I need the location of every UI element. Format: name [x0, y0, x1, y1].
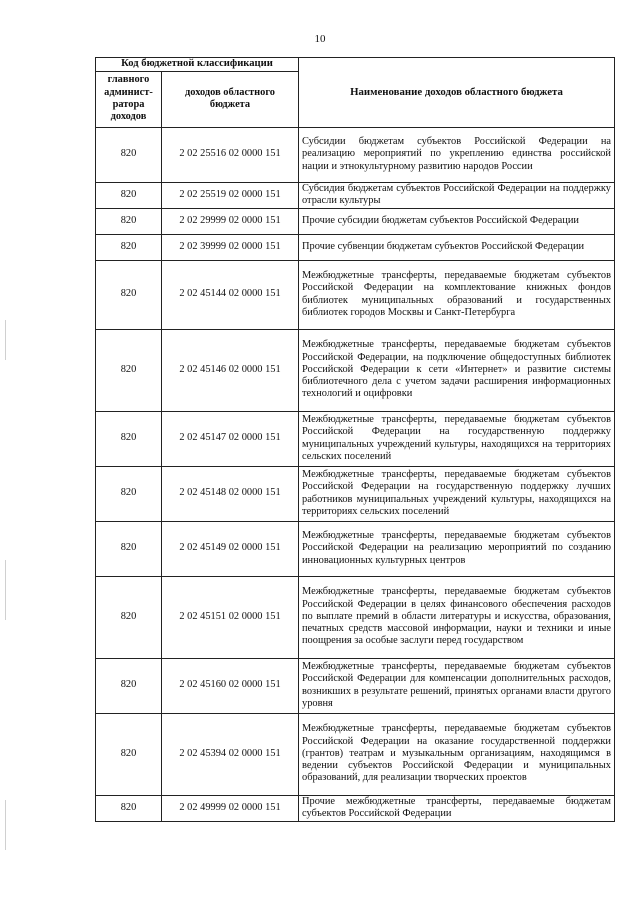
table-row — [96, 411, 615, 466]
header-budget-code-group: Код бюджетной классификации — [96, 58, 299, 72]
income-name-cell: Межбюджетные трансферты, передаваемые бюджетам субъектов Российской Федерации на реализацию мероприятий по созданию инновационных культурных центров — [299, 521, 615, 576]
income-code-cell: 2 02 45147 02 0000 151 — [162, 411, 299, 466]
income-code-cell: 2 02 25516 02 0000 151 — [162, 127, 299, 182]
table-row — [96, 466, 615, 521]
table-row — [96, 576, 615, 658]
admin-code-cell: 820 — [96, 234, 162, 260]
income-name-cell: Субсидия бюджетам субъектов Российской Федерации на поддержку отрасли культуры — [299, 182, 615, 208]
income-name-cell: Межбюджетные трансферты, передаваемые бюджетам субъектов Российской Федерации, на подключение общедоступных библиотек Российской Федерации к сети «Интернет» и развитие системы библиотечного дела с учетом задачи расширения информационных технологий и оцифровки — [299, 329, 615, 411]
table-row — [96, 521, 615, 576]
income-name-cell: Межбюджетные трансферты, передаваемые бюджетам субъектов Российской Федерации на государственную поддержку лучших работников муниципальных учреждений культуры, находящихся на территориях сельских поселений — [299, 466, 615, 521]
income-name-cell: Межбюджетные трансферты, передаваемые бюджетам субъектов Российской Федерации на комплектование книжных фондов библиотек муниципальных образований и государственных библиотек городов Москвы и Санкт-Петербурга — [299, 260, 615, 329]
table-row — [96, 260, 615, 329]
header-income-code: доходов областного бюджета — [162, 71, 299, 127]
table-row — [96, 127, 615, 182]
income-code-cell: 2 02 45146 02 0000 151 — [162, 329, 299, 411]
scan-margin-mark — [5, 800, 6, 850]
admin-code-cell: 820 — [96, 713, 162, 795]
admin-code-cell: 820 — [96, 658, 162, 713]
admin-code-cell: 820 — [96, 329, 162, 411]
admin-code-cell: 820 — [96, 411, 162, 466]
income-name-cell: Прочие межбюджетные трансферты, передаваемые бюджетам субъектов Российской Федерации — [299, 795, 615, 821]
income-code-cell: 2 02 45160 02 0000 151 — [162, 658, 299, 713]
income-name-cell: Прочие субвенции бюджетам субъектов Российской Федерации — [299, 234, 615, 260]
admin-code-cell: 820 — [96, 260, 162, 329]
header-admin-code: главного админист-ратора доходов — [96, 71, 162, 127]
admin-code-cell: 820 — [96, 208, 162, 234]
scan-margin-mark — [5, 560, 6, 620]
budget-classification-table — [95, 57, 615, 822]
admin-code-cell: 820 — [96, 576, 162, 658]
income-code-cell: 2 02 25519 02 0000 151 — [162, 182, 299, 208]
table-row — [96, 658, 615, 713]
income-code-cell: 2 02 45144 02 0000 151 — [162, 260, 299, 329]
admin-code-cell: 820 — [96, 521, 162, 576]
table-row — [96, 234, 615, 260]
income-name-cell: Межбюджетные трансферты, передаваемые бюджетам субъектов Российской Федерации на оказание государственной поддержки (грантов) театрам и музыкальным организациям, находящимся в ведении субъектов Российской Федерации и муниципальных образований, для реализации творческих проектов — [299, 713, 615, 795]
admin-code-cell: 820 — [96, 127, 162, 182]
income-code-cell: 2 02 45148 02 0000 151 — [162, 466, 299, 521]
income-name-cell: Субсидии бюджетам субъектов Российской Федерации на реализацию мероприятий по укреплению единства российской нации и этнокультурному развитию народов России — [299, 127, 615, 182]
scan-margin-mark — [5, 320, 6, 360]
table-row — [96, 329, 615, 411]
table-row — [96, 795, 615, 821]
header-income-name: Наименование доходов областного бюджета — [299, 58, 615, 128]
admin-code-cell: 820 — [96, 795, 162, 821]
income-code-cell: 2 02 39999 02 0000 151 — [162, 234, 299, 260]
income-name-cell: Прочие субсидии бюджетам субъектов Российской Федерации — [299, 208, 615, 234]
admin-code-cell: 820 — [96, 182, 162, 208]
income-code-cell: 2 02 45394 02 0000 151 — [162, 713, 299, 795]
income-code-cell: 2 02 49999 02 0000 151 — [162, 795, 299, 821]
table-row — [96, 208, 615, 234]
income-code-cell: 2 02 45149 02 0000 151 — [162, 521, 299, 576]
income-code-cell: 2 02 29999 02 0000 151 — [162, 208, 299, 234]
page-number: 10 — [314, 33, 326, 45]
table-row — [96, 182, 615, 208]
admin-code-cell: 820 — [96, 466, 162, 521]
income-code-cell: 2 02 45151 02 0000 151 — [162, 576, 299, 658]
income-name-cell: Межбюджетные трансферты, передаваемые бюджетам субъектов Российской Федерации в целях финансового обеспечения расходов по выплате премий в области литературы и искусства, образования, печатных средств массовой информации, науки и техники и иные поощрения за особые заслуги перед государством — [299, 576, 615, 658]
income-name-cell: Межбюджетные трансферты, передаваемые бюджетам субъектов Российской Федерации на государственную поддержку муниципальных учреждений культуры, находящихся на территориях сельских поселений — [299, 411, 615, 466]
income-name-cell: Межбюджетные трансферты, передаваемые бюджетам субъектов Российской Федерации для компенсации дополнительных расходов, возникших в результате решений, принятых органами власти другого уровня — [299, 658, 615, 713]
table-row — [96, 713, 615, 795]
